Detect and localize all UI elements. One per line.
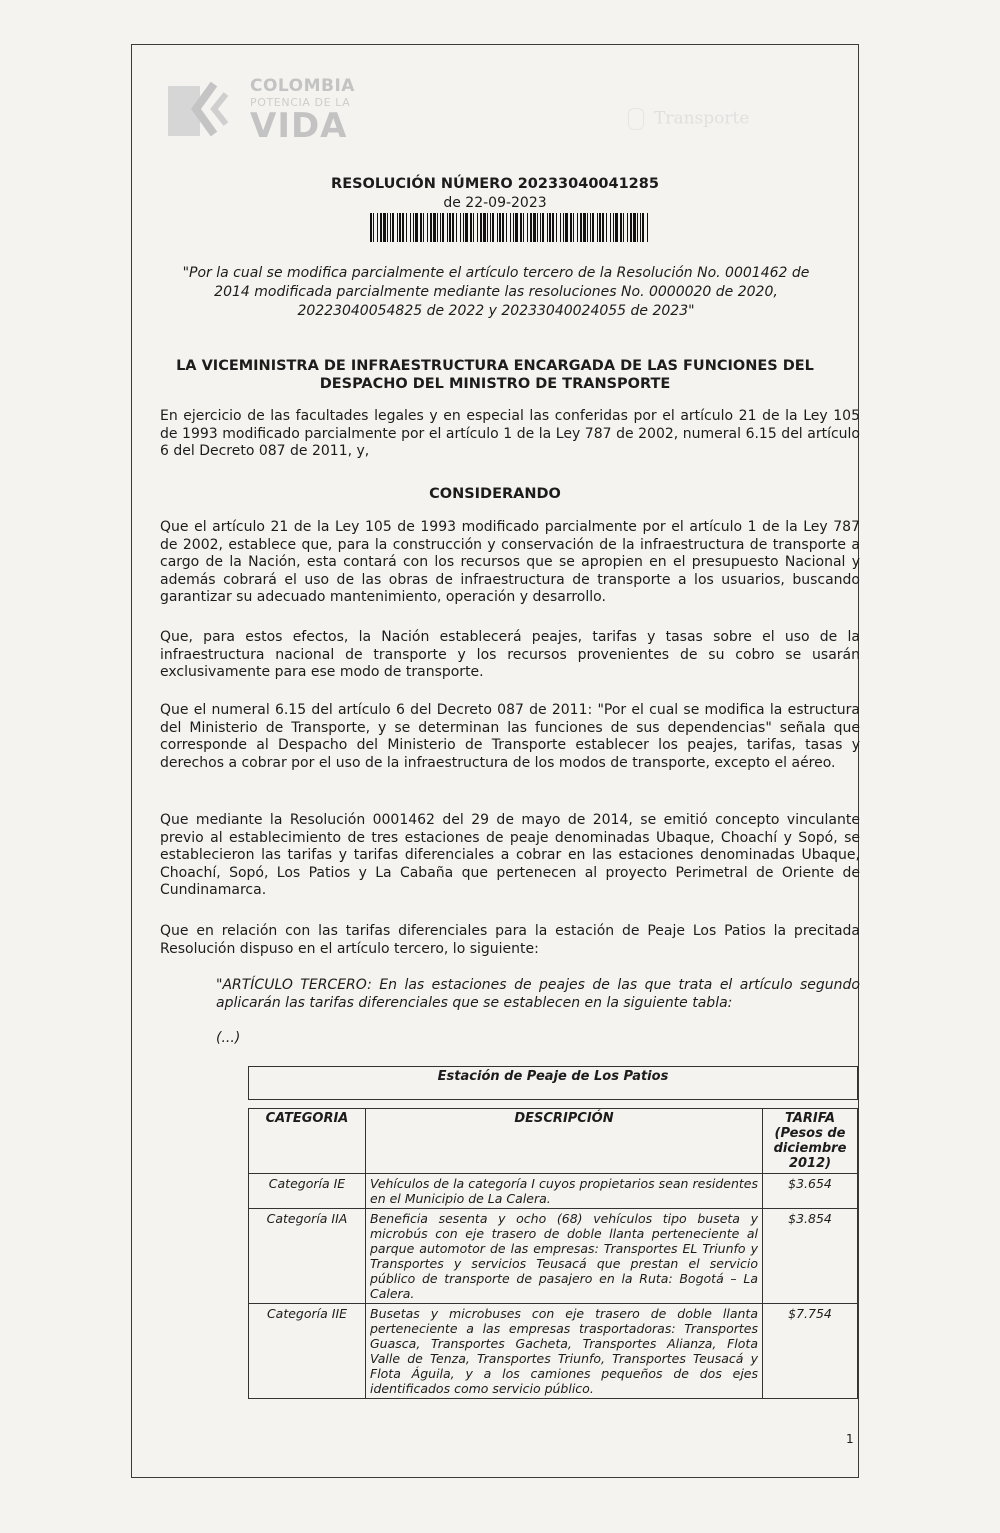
row-category: Categoría IE	[249, 1174, 366, 1209]
page-number: 1	[846, 1432, 854, 1446]
row-rate: $3.654	[763, 1174, 858, 1209]
shield-icon	[628, 108, 644, 130]
logo-line1: COLOMBIA	[250, 76, 355, 96]
paragraph-2: Que, para estos efectos, la Nación establecerá peajes, tarifas y tasas sobre el uso de la infraestructura nacional de transporte y los recursos provenientes de su cobro se usarán exclusivamente para ese modo de transporte.	[160, 629, 860, 680]
table-row	[249, 1174, 858, 1209]
paragraph-1: Que el artículo 21 de la Ley 105 de 1993 modificado parcialmente por el artículo 1 de la Ley 787 de 2002, establece que, para la construcción y conservación de la infraestructura de transporte a cargo de la Nación, esta contará con los recursos que se apropien en el presupuesto Nacional y además cobrará el uso de las obras de infraestructura de transporte a los usuarios, buscando garantizar su adecuado mantenimiento, operación y desarrollo.	[160, 519, 860, 605]
tariff-table	[248, 1066, 858, 1399]
row-description: Vehículos de la categoría I cuyos propietarios sean residentes en el Municipio de La Calera.	[366, 1174, 763, 1209]
paragraph-3: Que el numeral 6.15 del artículo 6 del Decreto 087 de 2011: "Por el cual se modifica la estructura del Ministerio de Transporte, y se determinan las funciones de sus dependencias" señala que corresponde al Despacho del Ministerio de Transporte establecer los peajes, tarifas, tasas y derechos a cobrar por el uso de la infraestructura de los modos de transporte, excepto el aéreo.	[160, 702, 860, 771]
row-rate: $3.854	[763, 1209, 858, 1304]
transporte-watermark: Transporte	[628, 108, 749, 130]
header-rate: TARIFA (Pesos de diciembre 2012)	[763, 1109, 858, 1174]
row-category: Categoría IIA	[249, 1209, 366, 1304]
row-description: Beneficia sesenta y ocho (68) vehículos tipo buseta y microbús con eje trasero de doble llanta perteneciente al parque automotor de las empresas: Transportes EL Triunfo y Transportes y servicios Teusacá que prestan el servicio público de transporte de pasajero en la Ruta: Bogotá – La Calera.	[366, 1209, 763, 1304]
barcode	[370, 213, 650, 242]
header-category: CATEGORIA	[249, 1109, 366, 1174]
paragraph-5: Que en relación con las tarifas diferenciales para la estación de Peaje Los Patios la precitada Resolución dispuso en el artículo tercero, lo siguiente:	[160, 923, 860, 957]
intro-paragraph: En ejercicio de las facultades legales y en especial las conferidas por el artículo 21 de la Ley 105 de 1993 modificado parcialmente por el artículo 1 de la Ley 787 de 2002, numeral 6.15 del artículo 6 del Decreto 087 de 2011, y,	[160, 408, 860, 459]
logo-mark-icon	[166, 78, 236, 140]
considerando-heading: CONSIDERANDO	[429, 486, 561, 502]
header-description: DESCRIPCIÓN	[366, 1109, 763, 1174]
row-description: Busetas y microbuses con eje trasero de doble llanta perteneciente a las empresas trasportadoras: Transportes Guasca, Transportes Gacheta, Transportes Alianza, Flota Valle de Tenza, Transportes Triunfo, Transportes Teusacá y Flota Águila, y a los camiones pequeños de dos ejes identificados como servicio público.	[366, 1304, 763, 1399]
row-rate: $7.754	[763, 1304, 858, 1399]
colombia-logo	[166, 76, 366, 146]
paragraph-4: Que mediante la Resolución 0001462 del 29 de mayo de 2014, se emitió concepto vinculante previo al establecimiento de tres estaciones de peaje denominadas Ubaque, Choachí y Sopó, se establecieron las tarifas y tarifas diferenciales a cobrar en las estaciones denominadas Ubaque, Choachí, Sopó, Los Patios y La Cabaña que pertenecen al proyecto Perimetral de Oriente de Cundinamarca.	[160, 812, 860, 898]
authority-heading: LA VICEMINISTRA DE INFRAESTRUCTURA ENCARGADA DE LAS FUNCIONES DEL DESPACHO DEL MINISTRO DE TRANSPORTE	[176, 358, 814, 392]
logo-line3: VIDA	[250, 106, 348, 146]
table-row	[249, 1209, 858, 1304]
row-category: Categoría IIE	[249, 1304, 366, 1399]
table-caption: Estación de Peaje de Los Patios	[249, 1067, 858, 1100]
logo-line2: POTENCIA DE LA	[250, 96, 351, 109]
resolution-title: RESOLUCIÓN NÚMERO 20233040041285	[331, 176, 659, 192]
resolution-subtitle: "Por la cual se modifica parcialmente el artículo tercero de la Resolución No. 0001462 de 2014 modificada parcialmente mediante las resoluciones No. 0000020 de 2020, 20223040054825 de 2022 y 20233040024055 de 2023"	[182, 265, 810, 319]
article-quote: "ARTÍCULO TERCERO: En las estaciones de peajes de las que trata el artículo segundo aplicarán las tarifas diferenciales que se establecen en la siguiente tabla:	[216, 977, 860, 1011]
resolution-date: de 22-09-2023	[443, 195, 547, 211]
table-row	[249, 1304, 858, 1399]
ellipsis: (...)	[216, 1030, 241, 1046]
